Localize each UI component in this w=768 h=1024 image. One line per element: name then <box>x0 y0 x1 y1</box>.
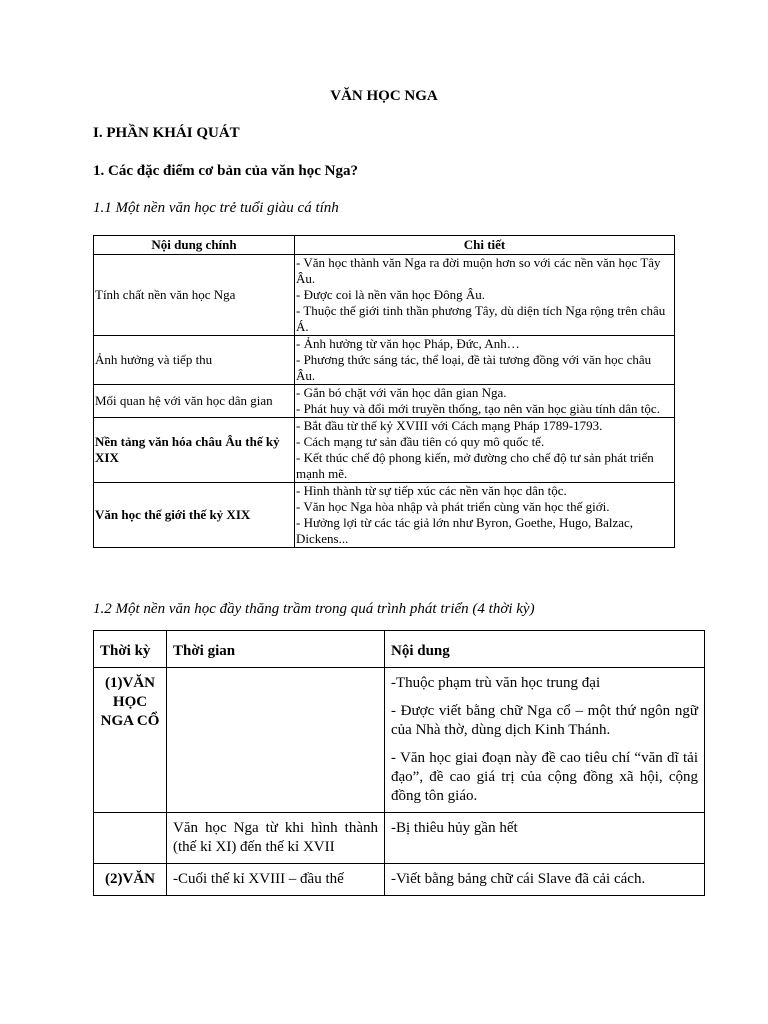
table-header-row <box>94 236 675 255</box>
detail-cell <box>295 336 675 385</box>
detail-line: - Cách mạng tư sản đầu tiên có quy mô quốc tế. <box>296 434 545 449</box>
detail-cell <box>295 255 675 336</box>
table-row <box>94 336 675 385</box>
aspect-cell: Văn học thế giới thế kỷ XIX <box>94 483 295 548</box>
section-heading: I. PHẦN KHÁI QUÁT <box>93 125 240 141</box>
periods-table <box>93 630 705 896</box>
table-row <box>94 385 675 418</box>
time-cell <box>167 668 385 813</box>
detail-line: - Văn học Nga hòa nhập và phát triển cùng văn học thế giới. <box>296 499 610 514</box>
table-row <box>94 668 705 813</box>
detail-cell <box>295 418 675 483</box>
detail-line: - Kết thúc chế độ phong kiến, mở đường cho chế độ tư sản phát triển mạnh mẽ. <box>296 450 654 481</box>
subsection-2-heading: 1.2 Một nền văn học đầy thăng trầm trong quá trình phát triển (4 thời kỳ) <box>93 601 535 617</box>
time-cell: -Cuối thế kỉ XVIII – đầu thế <box>167 864 385 896</box>
characteristics-table <box>93 235 675 548</box>
content-paragraph: -Bị thiêu hủy gần hết <box>391 820 518 836</box>
aspect-cell: Ảnh hưởng và tiếp thu <box>94 336 295 385</box>
period-cell: (2)VĂN <box>94 864 167 896</box>
column-header: Thời gian <box>167 631 385 668</box>
period-cell <box>94 813 167 864</box>
detail-line: - Ảnh hưởng từ văn học Pháp, Đức, Anh… <box>296 336 520 351</box>
content-cell <box>385 813 705 864</box>
content-paragraph: - Văn học giai đoạn này đề cao tiêu chí “văn dĩ tải đạo”, đề cao giá trị của cộng đồng xã hội, cộng đồng tôn giáo. <box>391 750 698 804</box>
time-cell: Văn học Nga từ khi hình thành (thế kỉ XI) đến thế kỉ XVII <box>167 813 385 864</box>
content-cell <box>385 864 705 896</box>
content-paragraph: -Viết bằng bảng chữ cái Slave đã cải cách. <box>391 871 646 887</box>
table-row <box>94 864 705 896</box>
detail-line: - Được coi là nền văn học Đông Âu. <box>296 287 486 302</box>
detail-line: - Phát huy và đổi mới truyền thống, tạo nên văn học giàu tính dân tộc. <box>296 401 660 416</box>
detail-line: - Hưởng lợi từ các tác giả lớn như Byron, Goethe, Hugo, Balzac, Dickens... <box>296 515 634 546</box>
column-header: Thời kỳ <box>94 631 167 668</box>
table-row <box>94 418 675 483</box>
detail-line: - Bắt đầu từ thế kỷ XVIII với Cách mạng Pháp 1789-1793. <box>296 418 603 433</box>
detail-cell <box>295 385 675 418</box>
table-row <box>94 813 705 864</box>
aspect-cell: Tính chất nền văn học Nga <box>94 255 295 336</box>
period-cell: (1)VĂN HỌC NGA CỔ <box>94 668 167 813</box>
detail-line: - Thuộc thế giới tinh thần phương Tây, dù diện tích Nga rộng trên châu Á. <box>296 303 666 334</box>
table-row <box>94 255 675 336</box>
aspect-cell: Mối quan hệ với văn học dân gian <box>94 385 295 418</box>
column-header: Nội dung chính <box>94 236 295 255</box>
content-cell <box>385 668 705 813</box>
table-header-row <box>94 631 705 668</box>
aspect-cell: Nền tảng văn hóa châu Âu thế kỷ XIX <box>94 418 295 483</box>
page-title: VĂN HỌC NGA <box>330 88 438 104</box>
detail-line: - Phương thức sáng tác, thể loại, đề tài tương đồng với văn học châu Âu. <box>296 352 652 383</box>
column-header: Nội dung <box>385 631 705 668</box>
detail-line: - Gắn bó chặt với văn học dân gian Nga. <box>296 385 507 400</box>
column-header: Chi tiết <box>295 236 675 255</box>
detail-line: - Hình thành từ sự tiếp xúc các nền văn học dân tộc. <box>296 483 567 498</box>
content-paragraph: -Thuộc phạm trù văn học trung đại <box>391 675 601 691</box>
subsection-1-heading: 1.1 Một nền văn học trẻ tuổi giàu cá tính <box>93 200 339 216</box>
content-paragraph: - Được viết bằng chữ Nga cổ – một thứ ngôn ngữ của Nhà thờ, dùng dịch Kinh Thánh. <box>391 703 698 738</box>
question-heading: 1. Các đặc điểm cơ bản của văn học Nga? <box>93 163 358 179</box>
detail-line: - Văn học thành văn Nga ra đời muộn hơn so với các nền văn học Tây Âu. <box>296 255 661 286</box>
table-row <box>94 483 675 548</box>
detail-cell <box>295 483 675 548</box>
